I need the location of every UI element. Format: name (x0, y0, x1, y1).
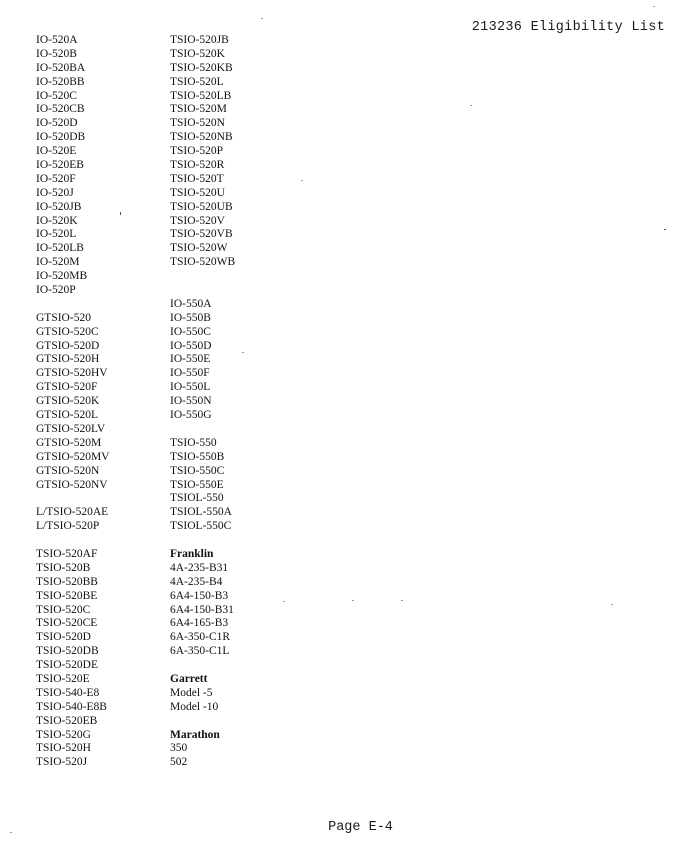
spacer (170, 659, 310, 673)
scan-speck (352, 600, 354, 601)
engine-list-right-column (170, 34, 310, 770)
engine-model-entry: IO-520CB (36, 103, 85, 116)
engine-model-entry: GTSIO-520 (36, 311, 91, 324)
engine-model-entry: TSIO-520G (36, 728, 91, 741)
document-title: 213236 Eligibility List (471, 20, 665, 35)
engine-model-entry: TSIO-520L (170, 75, 224, 88)
spacer (170, 715, 310, 729)
engine-model-entry: IO-550F (170, 367, 210, 380)
scan-speck (242, 352, 244, 353)
engine-model-entry: 6A-350-C1R (170, 631, 231, 644)
engine-model-entry: IO-520A (36, 34, 78, 46)
engine-model-entry: Model -10 (170, 700, 219, 713)
engine-model-entry: IO-550G (170, 409, 212, 422)
engine-model-entry: TSIO-520J (36, 756, 88, 769)
engine-model-entry: IO-520E (36, 145, 77, 158)
engine-model-entry: TSIO-520BE (36, 589, 98, 602)
scan-speck (401, 600, 403, 601)
engine-model-entry: TSIO-520WB (170, 256, 236, 269)
scan-speck (611, 604, 613, 605)
engine-model-entry: IO-520M (36, 256, 80, 269)
engine-model-entry: TSIO-520R (170, 159, 225, 172)
scan-speck (10, 832, 12, 833)
scan-speck (653, 6, 655, 7)
engine-model-entry: TSIO-520C (36, 603, 91, 616)
engine-model-entry: GTSIO-520C (36, 325, 99, 338)
engine-model-entry: TSIO-520B (36, 561, 91, 574)
engine-model-entry: TSIO-540-E8B (36, 700, 107, 713)
spacer (36, 534, 156, 548)
engine-model-entry: TSIO-520D (36, 631, 91, 644)
engine-list-left-column (36, 34, 156, 770)
engine-model-entry: IO-550L (170, 381, 211, 394)
engine-model-entry: 6A4-150-B3 (170, 589, 229, 602)
manufacturer-heading: Marathon (170, 728, 220, 741)
engine-model-entry: TSIO-540-E8 (36, 686, 100, 699)
engine-model-entry: TSIO-520DB (36, 645, 99, 658)
engine-model-entry: GTSIO-520HV (36, 367, 108, 380)
engine-model-entry: TSIO-520KB (170, 61, 233, 74)
engine-model-entry: TSIO-520AF (36, 547, 98, 560)
page-number: Page E-4 (328, 820, 393, 835)
engine-model-entry: TSIOL-550 (170, 492, 224, 505)
engine-model-entry: IO-550B (170, 311, 211, 324)
engine-model-entry: GTSIO-520H (36, 353, 100, 366)
engine-model-entry: TSIO-520E (36, 672, 90, 685)
engine-model-entry: 6A4-165-B3 (170, 617, 229, 630)
engine-model-entry: IO-550C (170, 325, 211, 338)
engine-model-entry: IO-550A (170, 297, 212, 310)
engine-model-entry: 6A-350-C1L (170, 645, 230, 658)
engine-model-entry: TSIO-520NB (170, 131, 233, 144)
engine-model-entry: TSIO-520VB (170, 228, 233, 241)
engine-model-entry: TSIO-550 (170, 436, 217, 449)
engine-model-entry: IO-520L (36, 228, 77, 241)
scan-speck (664, 229, 666, 230)
engine-model-entry: TSIOL-550C (170, 520, 232, 533)
spacer (170, 534, 310, 548)
engine-model-entry: Model -5 (170, 686, 213, 699)
engine-model-entry: TSIO-520UB (170, 200, 233, 213)
engine-model-entry: 4A-235-B31 (170, 561, 229, 574)
engine-model-entry: 350 (170, 742, 188, 755)
engine-model-entry: TSIO-550C (170, 464, 225, 477)
engine-model-entry: TSIO-520M (170, 103, 227, 116)
engine-model-entry: GTSIO-520MV (36, 450, 110, 463)
spacer (170, 284, 310, 298)
engine-model-entry: GTSIO-520F (36, 381, 98, 394)
engine-model-entry: IO-520BB (36, 75, 85, 88)
spacer (36, 492, 156, 506)
engine-model-entry: L/TSIO-520AE (36, 506, 109, 519)
engine-model-entry: IO-520C (36, 89, 77, 102)
engine-model-entry: TSIO-520P (170, 145, 224, 158)
engine-model-entry: IO-520K (36, 214, 78, 227)
spacer (170, 270, 310, 284)
engine-model-entry: IO-520DB (36, 131, 86, 144)
engine-model-entry: GTSIO-520L (36, 409, 98, 422)
engine-model-entry: TSIO-550E (170, 478, 224, 491)
engine-model-entry: TSIO-520EB (36, 714, 98, 727)
engine-model-entry: IO-520JB (36, 200, 82, 213)
scan-speck (470, 105, 472, 106)
engine-model-entry: IO-520BA (36, 61, 86, 74)
engine-model-entry: L/TSIO-520P (36, 520, 100, 533)
engine-model-entry: IO-550N (170, 395, 212, 408)
engine-model-entry: GTSIO-520NV (36, 478, 108, 491)
engine-model-entry: TSIOL-550A (170, 506, 232, 519)
engine-model-entry: GTSIO-520N (36, 464, 100, 477)
engine-model-entry: IO-520J (36, 186, 74, 199)
engine-model-entry: 4A-235-B4 (170, 575, 223, 588)
scan-speck (261, 18, 263, 19)
scan-speck (283, 601, 285, 602)
engine-model-entry: IO-520P (36, 284, 76, 297)
engine-model-entry: TSIO-520W (170, 242, 228, 255)
engine-model-entry: IO-520MB (36, 270, 88, 283)
engine-model-entry: TSIO-520H (36, 742, 91, 755)
engine-model-entry: IO-550D (170, 339, 212, 352)
engine-model-entry: GTSIO-520LV (36, 422, 106, 435)
engine-model-entry: TSIO-520V (170, 214, 225, 227)
engine-model-entry: TSIO-520DE (36, 659, 98, 672)
spacer (36, 298, 156, 312)
engine-model-entry: IO-550E (170, 353, 211, 366)
engine-model-entry: IO-520F (36, 172, 76, 185)
engine-model-entry: TSIO-550B (170, 450, 225, 463)
engine-model-entry: 6A4-150-B31 (170, 603, 234, 616)
manufacturer-heading: Garrett (170, 672, 208, 685)
engine-model-entry: GTSIO-520M (36, 436, 102, 449)
engine-model-entry: TSIO-520LB (170, 89, 232, 102)
manufacturer-heading: Franklin (170, 547, 214, 560)
spacer (170, 423, 310, 437)
engine-model-entry: TSIO-520U (170, 186, 225, 199)
engine-model-entry: IO-520EB (36, 159, 84, 172)
engine-model-entry: TSIO-520BB (36, 575, 98, 588)
engine-model-entry: GTSIO-520D (36, 339, 100, 352)
engine-model-entry: 502 (170, 756, 188, 769)
engine-model-entry: TSIO-520JB (170, 34, 229, 46)
engine-model-entry: GTSIO-520K (36, 395, 100, 408)
engine-model-entry: TSIO-520CE (36, 617, 98, 630)
engine-model-entry: TSIO-520K (170, 47, 225, 60)
scan-speck (301, 180, 303, 181)
scan-speck (120, 212, 121, 215)
engine-model-entry: TSIO-520N (170, 117, 225, 130)
engine-model-entry: IO-520B (36, 47, 77, 60)
engine-model-entry: IO-520D (36, 117, 78, 130)
engine-model-entry: TSIO-520T (170, 172, 224, 185)
engine-model-entry: IO-520LB (36, 242, 84, 255)
